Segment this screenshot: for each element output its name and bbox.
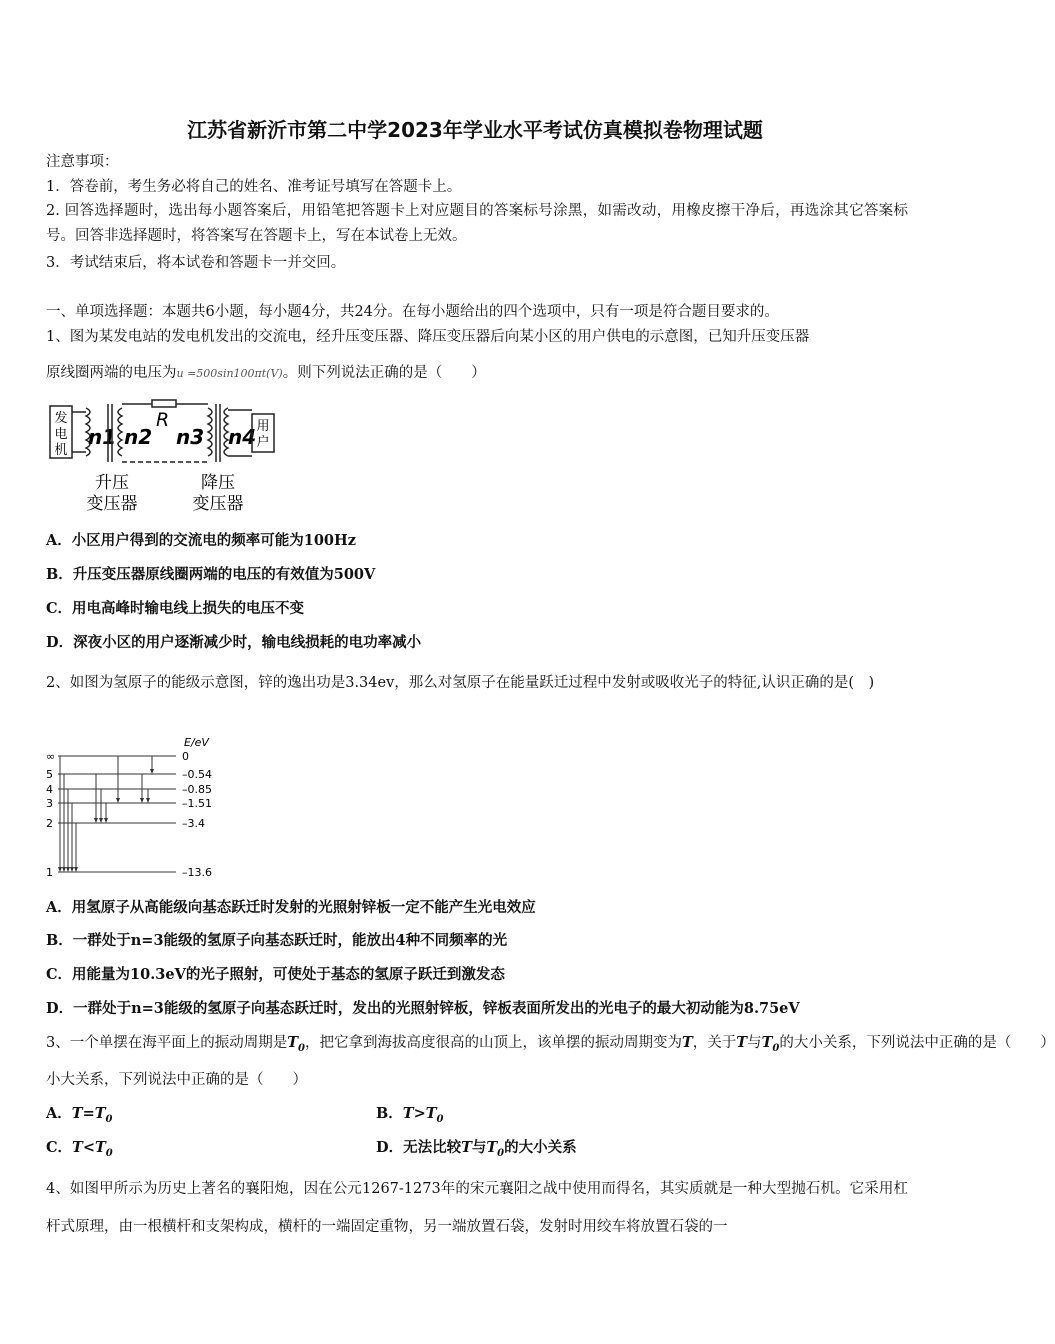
notice-item-1: 1．答卷前，考生务必将自己的姓名、准考证号填写在答题卡上。 [46, 179, 462, 195]
q3-t0-1 [287, 1034, 305, 1054]
level-energy-label: –3.4 [182, 817, 205, 830]
q3-option-c-rel: < [82, 1139, 95, 1156]
q3-t0-2-letter: T [761, 1034, 773, 1051]
transition-arrow-head [94, 818, 98, 823]
q3-option-a [46, 1104, 112, 1130]
q3-option-d-text-a: 无法比较 [403, 1139, 462, 1156]
transition-arrow-head [99, 818, 103, 823]
coil-n4-label: n4 [228, 425, 257, 449]
transition-arrow-head [74, 867, 78, 872]
q2-stem: 2、如图为氢原子的能级示意图，锌的逸出功是3.34ev，那么对氢原子在能量跃迁过程中发射或吸收光子的特征,认识正确的是( ) [46, 675, 875, 691]
q3-option-c-t0-sub: 0 [105, 1147, 113, 1159]
level-energy-label: –13.6 [182, 866, 212, 879]
coil-n1-label: n1 [88, 425, 117, 449]
q3-option-d-text-b: 与 [471, 1139, 487, 1156]
q3-option-a-t0-sub: 0 [105, 1113, 113, 1125]
q1-option-b: B．升压变压器原线圈两端的电压的有效值为500V [46, 566, 376, 583]
q1-stem-end: 。则下列说法正确的是（ ） [282, 365, 486, 381]
transition-arrow-head [62, 867, 66, 872]
notice-item-2: 2. 回答选择题时，选出每小题答案后，用铅笔把答题卡上对应题目的答案标号涂黑，如需改动，用橡皮擦干净后，再选涂其它答案标号。回答非选择题时，将答案写在答题卡上，写在本试卷上无效。 [46, 203, 908, 244]
q3-option-a-t0-letter: T [94, 1105, 106, 1122]
q3-option-b-rel: > [413, 1105, 426, 1122]
q3-option-c-t0 [95, 1139, 113, 1159]
q3-option-d-t0 [486, 1139, 505, 1159]
level-number-label: 1 [46, 866, 53, 879]
q3-t0-1-letter: T [287, 1034, 299, 1051]
coil-n3-label: n3 [176, 425, 205, 449]
transition-arrow-head [116, 798, 120, 803]
transition-arrow-head [58, 867, 62, 872]
q1-voltage-formula: u =500sin100πt(V) [176, 367, 283, 380]
resistor-label: R [156, 409, 170, 431]
q3-option-a-rel: = [82, 1105, 95, 1122]
energy-axis-label: E/eV [184, 736, 209, 749]
transition-arrow-head [146, 798, 150, 803]
q3-t-2: T [736, 1034, 748, 1051]
q3-option-d-prefix: D． [376, 1139, 404, 1156]
q3-option-d-t0-sub: 0 [497, 1147, 505, 1159]
user-label-1: 用 [256, 419, 270, 434]
q3-option-d-text-c: 的大小关系 [504, 1139, 577, 1156]
q3-stem-d: 与 [747, 1035, 762, 1051]
q3-option-b [376, 1104, 443, 1130]
q3-stem-e: 的大小关系，下列说法中正确的是（ ） [779, 1035, 1055, 1051]
q3-stem-a: 3、一个单摆在海平面上的振动周期是 [46, 1035, 288, 1051]
q3-option-a-t: T [71, 1105, 83, 1122]
transition-arrow-head [140, 798, 144, 803]
q3-option-a-prefix: A． [46, 1105, 72, 1122]
step-up-caption-1: 升压 [95, 473, 129, 493]
level-number-label: 2 [46, 817, 53, 830]
level-number-label: ∞ [46, 750, 56, 763]
energy-level-diagram [44, 734, 234, 880]
coil-n2-label: n2 [124, 425, 153, 449]
q3-stem-line1 [46, 1033, 1055, 1059]
q1-stem-line2 [46, 363, 908, 384]
q3-t0-1-sub: 0 [298, 1042, 305, 1054]
transition-arrow-head [104, 818, 108, 823]
q1-stem-line1: 1、图为某发电站的发电机发出的交流电，经升压变压器、降压变压器后向某小区的用户供电的示意图，已知升压变压器 [46, 329, 810, 345]
q3-t0-2-sub: 0 [772, 1042, 780, 1054]
q3-stem-c: ，关于 [692, 1035, 737, 1051]
level-number-label: 3 [46, 797, 53, 810]
q3-t0-2 [761, 1034, 780, 1054]
level-energy-label: –0.85 [182, 783, 212, 796]
coil-n3-icon [208, 408, 212, 456]
level-energy-label: 0 [182, 750, 189, 763]
transition-arrow-head [150, 769, 154, 774]
q3-t-1: T [682, 1034, 693, 1051]
q1-option-d: D．深夜小区的用户逐渐减少时，输电线损耗的电功率减小 [46, 634, 422, 651]
q1-stem-text: 原线圈两端的电压为 [46, 365, 177, 381]
q3-stem-b: ，把它拿到海拔高度很高的山顶上，该单摆的振动周期变为 [305, 1035, 682, 1051]
transition-arrow-head [66, 867, 70, 872]
q3-option-b-t0-letter: T [425, 1105, 437, 1122]
q2-option-c: C．用能量为10.3eV的光子照射，可使处于基态的氢原子跃迁到激发态 [46, 966, 505, 983]
q2-option-b: B．一群处于n=3能级的氢原子向基态跃迁时，能放出4种不同频率的光 [46, 932, 508, 949]
q3-option-d-t: T [461, 1139, 472, 1156]
step-down-caption-1: 降压 [201, 473, 235, 493]
exam-title: 江苏省新沂市第二中学2023年学业水平考试仿真模拟卷物理试题 [187, 118, 763, 142]
q3-option-a-t0 [94, 1105, 113, 1125]
level-energy-label: –0.54 [182, 768, 212, 781]
level-number-label: 5 [46, 768, 53, 781]
q2-option-a: A．用氢原子从高能级向基态跃迁时发射的光照射锌板一定不能产生光电效应 [46, 899, 536, 916]
level-number-label: 4 [46, 783, 53, 796]
q3-option-c [46, 1138, 113, 1164]
q3-option-c-prefix: C． [46, 1139, 73, 1156]
q3-option-b-t0-sub: 0 [436, 1113, 444, 1125]
resistor-icon [152, 400, 176, 407]
section-heading: 一、单项选择题：本题共6小题，每小题4分，共24分。在每小题给出的四个选项中，只有一项是符合题目要求的。 [46, 304, 779, 320]
generator-label-3: 机 [54, 443, 68, 458]
primary-wires [72, 412, 86, 452]
q3-option-d [376, 1138, 577, 1164]
step-down-caption-2: 变压器 [192, 494, 244, 514]
level-energy-label: –1.51 [182, 797, 212, 810]
q1-option-a: A．小区用户得到的交流电的频率可能为100Hz [46, 532, 356, 549]
q1-option-c: C．用电高峰时输电线上损失的电压不变 [46, 600, 305, 617]
q3-stem-line2: 小大关系，下列说法中正确的是（ ） [46, 1072, 307, 1088]
coil-n2-icon [118, 408, 122, 456]
q2-option-d: D．一群处于n=3能级的氢原子向基态跃迁时，发出的光照射锌板，锌板表面所发出的光电子的最大初动能为8.75eV [46, 1000, 800, 1017]
transformer-diagram [46, 396, 286, 516]
q4-stem: 4、如图甲所示为历史上著名的襄阳炮，因在公元1267-1273年的宋元襄阳之战中使用而得名，其实质就是一种大型抛石机。它采用杠杆式原理，由一根横杆和支架构成，横杆的一端固定重物，另一端放置石袋，发射时用绞车将放置石袋的一 [46, 1181, 908, 1235]
generator-label-2: 电 [54, 427, 68, 442]
notice-item-3: 3．考试结束后，将本试卷和答题卡一并交回。 [46, 255, 346, 271]
q3-option-b-t: T [402, 1105, 414, 1122]
notice-header: 注意事项： [46, 154, 119, 170]
generator-label-1: 发 [54, 411, 68, 426]
q3-option-c-t0-letter: T [95, 1139, 106, 1156]
transition-arrow-head [70, 867, 74, 872]
step-up-caption-2: 变压器 [86, 494, 138, 514]
q3-option-b-t0 [425, 1105, 444, 1125]
q3-option-d-t0-letter: T [486, 1139, 498, 1156]
q3-option-c-t: T [72, 1139, 83, 1156]
q3-option-b-prefix: B． [376, 1105, 403, 1122]
user-label-2: 户 [256, 435, 270, 450]
